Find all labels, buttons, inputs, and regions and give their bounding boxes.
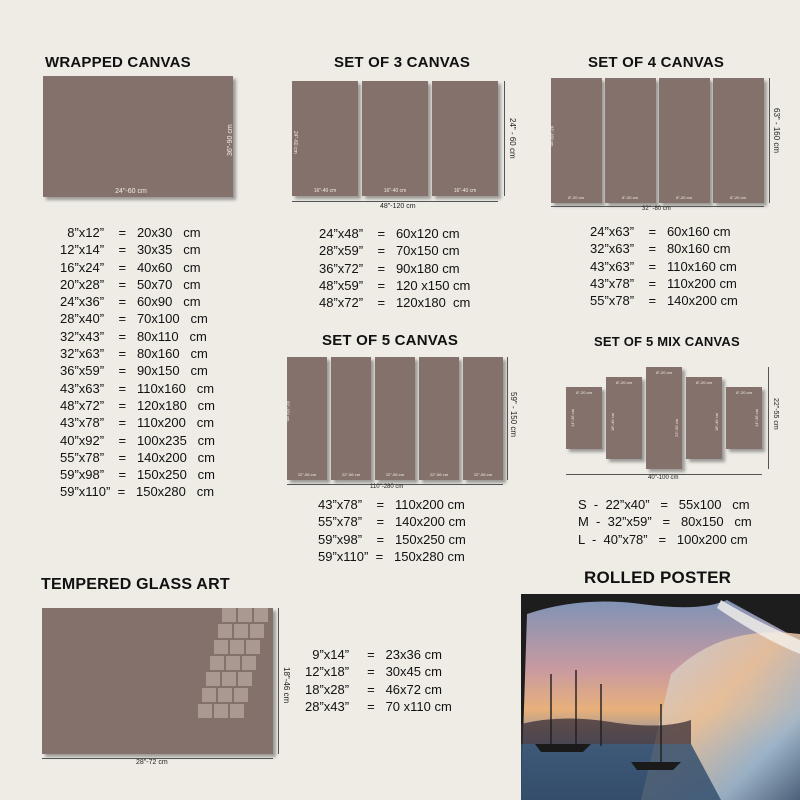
size-row: 55”x78” = 140x200 cm [60, 449, 215, 465]
set5mix-panel-3-height-label: 22"-55 cm [674, 418, 679, 437]
set3-panel-2-width-label: 16"-40 cm [383, 188, 407, 194]
size-row: 59”x110” = 150x280 cm [318, 548, 465, 564]
set3-width-dimension-line [292, 201, 498, 202]
set5-height-dimension-line [507, 357, 508, 480]
set5mix-total-width-label: 40"-100 cm [648, 475, 679, 481]
wrapped-height-label: 36"-90 cm [227, 124, 234, 156]
size-row: 43”x78” = 110x200 cm [590, 275, 737, 291]
size-row: 48”x72” = 120x180 cm [319, 295, 471, 311]
set5-panel-3-width-label: 22"-56 cm [385, 472, 405, 477]
set4-panel-4-width-label: 8"-20 cm [730, 195, 746, 200]
wrapped-canvas-title: WRAPPED CANVAS [45, 54, 191, 71]
size-row: 32”x63” = 80x160 cm [590, 241, 731, 257]
set5mix-panel-4-height-label: 18"-45 cm [714, 412, 719, 431]
set4-panel-3-width-label: 8"-20 cm [676, 195, 692, 200]
set4-height-dimension-line [769, 78, 770, 203]
set5mix-panel-2 [606, 377, 642, 459]
wrapped-canvas-panel [43, 76, 233, 197]
set4-total-height-label: 63" - 160 cm [772, 108, 781, 154]
set4-panel-1 [551, 78, 602, 203]
set4-panel-2 [605, 78, 656, 203]
size-row: 40”x92” = 100x235 cm [60, 432, 215, 448]
size-row: 32”x43” = 80x110 cm [60, 328, 207, 344]
size-row: 43”x78” = 110x200 cm [318, 497, 465, 512]
set5mix-panel-3-width-label: 8"-20 cm [656, 370, 672, 375]
size-row: 55”x78” = 140x200 cm [318, 514, 466, 530]
set5-panel-1-height-label: 59"-150 cm [286, 401, 291, 422]
set5mix-panel-4 [686, 377, 722, 459]
set5-title: SET OF 5 CANVAS [322, 332, 459, 349]
set5-panel-2-width-label: 22"-56 cm [341, 472, 361, 477]
set5-size-list [318, 496, 466, 565]
set4-panel-1-width-label: 8"-20 cm [568, 195, 584, 200]
set5mix-panel-2-width-label: 8"-20 cm [616, 380, 632, 385]
set3-panel-3-width-label: 16"-40 cm [453, 188, 477, 194]
set3-height-dimension-line [504, 81, 505, 196]
set5mix-panel-5-height-label: 14"-35 cm [754, 408, 759, 427]
set4-panel-3 [659, 78, 710, 203]
wrapped-width-label: 24"-60 cm [115, 188, 147, 195]
set5mix-panel-1 [566, 387, 602, 449]
set5-panel-5 [463, 357, 503, 480]
size-row: 48”x72” = 120x180 cm [60, 397, 215, 413]
glass-total-width-label: 28"-72 cm [136, 759, 168, 766]
set5mix-panel-5-width-label: 8"-20 cm [736, 390, 752, 395]
set4-total-width-label: 32" -80 cm [642, 206, 671, 212]
size-row: 43”x63” = 110x160 cm [60, 380, 215, 396]
set4-panel-2-width-label: 8"-20 cm [622, 195, 638, 200]
set5mix-height-dimension-line [768, 367, 769, 469]
size-row: 24”x36” = 60x90 cm [60, 294, 201, 310]
set4-panel-1-height-label: 63"-160 cm [550, 126, 555, 147]
glass-size-list [305, 646, 452, 715]
size-row: 20”x28” = 50x70 cm [60, 276, 201, 292]
set5mix-panel-4-width-label: 8"-20 cm [696, 380, 712, 385]
size-row: 12”x14” = 30x35 cm [60, 242, 201, 258]
set4-title: SET OF 4 CANVAS [588, 54, 725, 71]
set4-panel-4 [713, 78, 764, 203]
set3-size-list [319, 226, 470, 312]
set5-panel-1 [287, 357, 327, 480]
set5mix-panel-5 [726, 387, 762, 449]
size-row: 28”x59” = 70x150 cm [319, 243, 460, 259]
set5mix-size-list [578, 496, 752, 548]
glass-panel [42, 608, 273, 754]
poster-painting [521, 594, 800, 800]
poster-title: ROLLED POSTER [584, 568, 732, 587]
size-row: 43”x78” = 110x200 cm [60, 415, 215, 431]
glass-reflection-grid [42, 608, 273, 754]
set5-panel-5-width-label: 22"-56 cm [473, 472, 493, 477]
glass-total-height-label: 18"-46 cm [282, 667, 291, 704]
set5mix-panel-1-width-label: 8"-20 cm [576, 390, 592, 395]
set5-total-height-label: 59" - 150 cm [509, 392, 518, 438]
set3-panel-1-width-label: 16"-40 cm [313, 188, 337, 194]
size-row: 32”x63” = 80x160 cm [60, 346, 208, 362]
size-row: 24”x63” = 60x160 cm [590, 224, 731, 239]
size-row: 28”x43” = 70 x110 cm [305, 698, 452, 714]
set5-panel-3 [375, 357, 415, 480]
set3-total-height-label: 24" - 60 cm [508, 118, 517, 159]
set5mix-panel-2-height-label: 18"-45 cm [610, 412, 615, 431]
size-row: 36”x59” = 90x150 cm [60, 363, 208, 379]
set4-size-list [590, 224, 738, 310]
size-row: 16”x24” = 40x60 cm [60, 259, 201, 275]
size-row: S - 22”x40” = 55x100 cm [578, 497, 750, 512]
set5-panel-4 [419, 357, 459, 480]
set5-total-width-label: 110"-280 cm [370, 484, 404, 490]
size-row: 55”x78” = 140x200 cm [590, 293, 738, 309]
glass-title: TEMPERED GLASS ART [41, 576, 230, 593]
set5mix-panel-3 [646, 367, 682, 469]
size-row: 18”x28” = 46x72 cm [305, 681, 442, 697]
set3-title: SET OF 3 CANVAS [334, 54, 471, 71]
set3-panel-1-height-label: 24"-60 cm [292, 131, 298, 154]
set5-panel-4-width-label: 22"-56 cm [429, 472, 449, 477]
set3-total-width-label: 48"-120 cm [380, 203, 416, 210]
size-row: 48”x59” = 120 x150 cm [319, 277, 471, 293]
size-row: 59”x98” = 150x250 cm [318, 531, 466, 547]
wrapped-size-list [60, 224, 215, 501]
glass-height-dimension-line [278, 608, 279, 754]
set3-panel-3 [432, 81, 498, 196]
size-row: 12”x18” = 30x45 cm [305, 664, 442, 680]
size-row: M - 32”x59” = 80x150 cm [578, 514, 752, 530]
size-row: 8”x12” = 20x30 cm [60, 225, 201, 240]
set3-panel-2 [362, 81, 428, 196]
set5mix-total-height-label: 22"-55 cm [772, 398, 779, 430]
set3-panel-1 [292, 81, 358, 196]
set5-panel-1-width-label: 22"-56 cm [297, 472, 317, 477]
size-row: 43”x63” = 110x160 cm [590, 258, 737, 274]
set5mix-title: SET OF 5 MIX CANVAS [594, 334, 740, 349]
size-row: 36”x72” = 90x180 cm [319, 260, 460, 276]
size-row: 59”x110” = 150x280 cm [60, 484, 215, 500]
size-row: 9”x14” = 23x36 cm [305, 647, 442, 662]
size-row: 59”x98” = 150x250 cm [60, 467, 215, 483]
rolled-poster-image [521, 594, 800, 800]
size-row: 28”x40” = 70x100 cm [60, 311, 208, 327]
size-row: 24”x48” = 60x120 cm [319, 226, 460, 241]
size-row: L - 40”x78” = 100x200 cm [578, 531, 748, 547]
set5-panel-2 [331, 357, 371, 480]
set5mix-panel-1-height-label: 14"-35 cm [570, 408, 575, 427]
